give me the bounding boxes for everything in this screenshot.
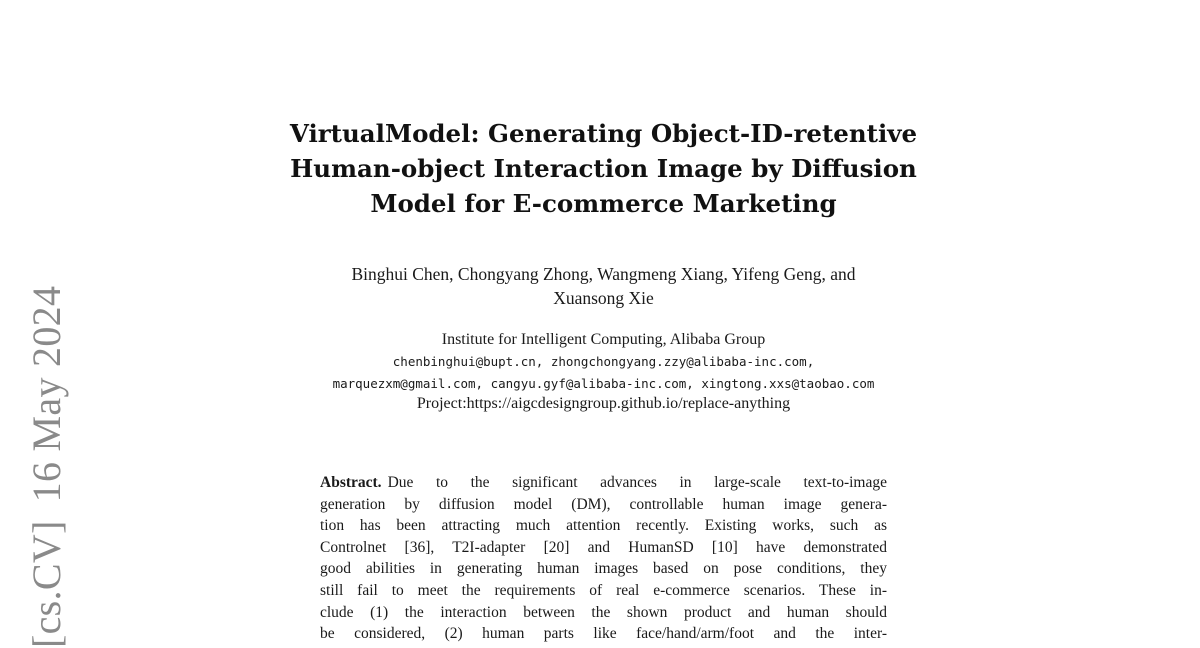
abstract-line: good abilities in generating human images based on pose conditions, they xyxy=(320,560,887,578)
abstract-first-line xyxy=(320,472,887,494)
arxiv-category: [cs.CV] xyxy=(24,520,69,648)
abstract-text: Due to the significant advances in large-scale text-to-image xyxy=(387,474,887,491)
project-link[interactable]: Project:https://aigcdesigngroup.github.io/replace-anything xyxy=(416,395,791,412)
author-emails xyxy=(230,351,977,395)
email-line: chenbinghui@bupt.cn, zhongchongyang.zzy@alibaba-inc.com, xyxy=(392,354,815,369)
title-line: Human-object Interaction Image by Diffusion xyxy=(290,154,917,183)
affiliation: Institute for Intelligent Computing, Alibaba Group xyxy=(441,331,766,348)
author-line: Binghui Chen, Chongyang Zhong, Wangmeng Xiang, Yifeng Geng, and xyxy=(351,264,856,284)
abstract-line: still fail to meet the requirements of real e-commerce scenarios. These in- xyxy=(320,581,887,599)
title-line: Model for E-commerce Marketing xyxy=(370,189,837,218)
abstract-heading: Abstract. xyxy=(320,474,382,491)
abstract-line: be considered, (2) human parts like face/hand/arm/foot and the inter- xyxy=(320,625,887,643)
title-line: VirtualModel: Generating Object-ID-retentive xyxy=(289,119,918,148)
arxiv-date: 16 May 2024 xyxy=(24,285,69,503)
abstract xyxy=(320,472,887,645)
abstract-line: generation by diffusion model (DM), controllable human image genera- xyxy=(320,495,887,513)
abstract-line: clude (1) the interaction between the shown product and human should xyxy=(320,603,887,621)
author-list xyxy=(270,262,937,310)
arxiv-sidebar-stamp xyxy=(24,285,69,648)
abstract-line: Controlnet [36], T2I-adapter [20] and HumanSD [10] have demonstrated xyxy=(320,538,887,556)
abstract-line: tion has been attracting much attention recently. Existing works, such as xyxy=(320,517,887,535)
email-line: marquezxm@gmail.com, cangyu.gyf@alibaba-inc.com, xingtong.xxs@taobao.com xyxy=(332,376,875,391)
author-line: Xuansong Xie xyxy=(553,288,654,308)
paper-title xyxy=(240,116,967,221)
